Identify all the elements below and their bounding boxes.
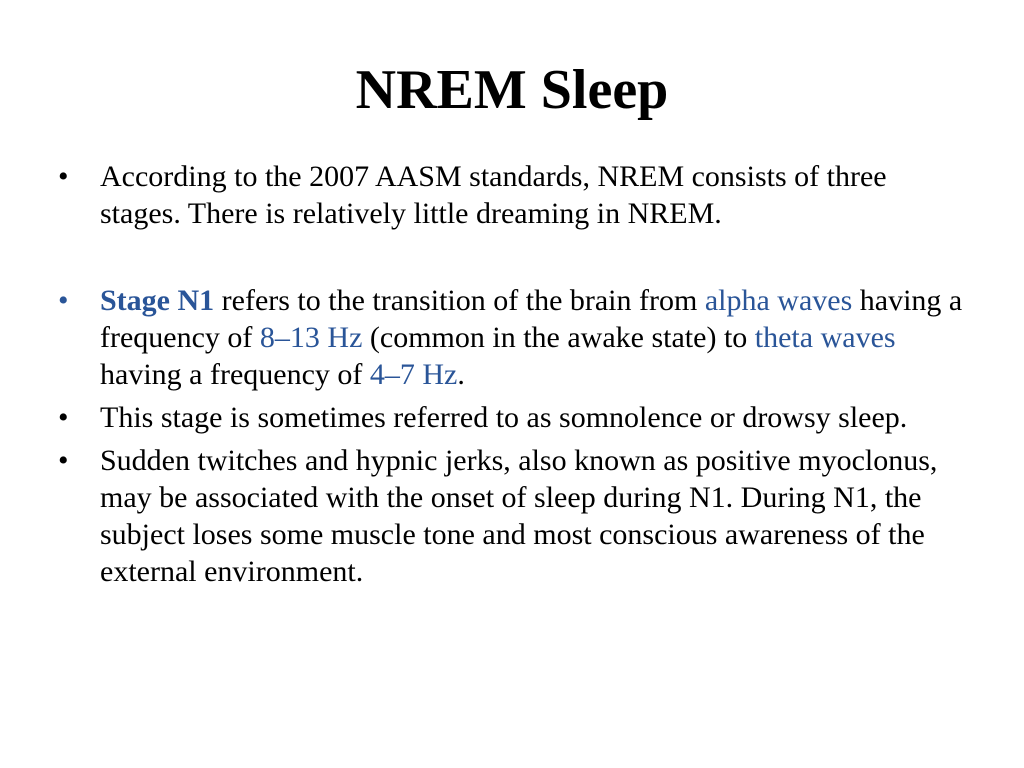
bullet-icon: • — [58, 444, 69, 477]
theta-waves-link[interactable]: theta waves — [754, 321, 896, 354]
bullet-text: having a frequency of — [100, 284, 963, 354]
alpha-waves-link[interactable]: alpha waves — [704, 284, 853, 317]
bullet-icon: • — [58, 160, 69, 193]
bullet-item-aasm — [58, 158, 970, 232]
slide-title: NREM Sleep — [355, 59, 669, 121]
stage-n1-label: Stage N1 — [100, 284, 215, 317]
bullet-text: This stage is sometimes referred to as somnolence or drowsy sleep. — [100, 401, 908, 434]
bullet-text: According to the 2007 AASM standards, NREM consists of three stages. There is relatively little dreaming in NREM. — [100, 160, 887, 230]
bullet-text: Sudden twitches and hypnic jerks, also known as positive myoclonus, may be associated with the onset of sleep during N1. During N1, the subject loses some muscle tone and most conscious awareness of the external environment. — [100, 444, 938, 588]
bullet-icon: • — [58, 401, 69, 434]
alpha-frequency-link[interactable]: 8–13 Hz — [259, 321, 363, 354]
bullet-text: having a frequency of — [100, 358, 370, 391]
bullet-text: refers to the transition of the brain from — [214, 284, 705, 317]
bullet-list — [58, 158, 970, 590]
bullet-text: (common in the awake state) to — [362, 321, 755, 354]
bullet-item-stage-n1 — [58, 282, 970, 393]
bullet-icon: • — [58, 284, 69, 317]
bullet-item-somnolence — [58, 399, 970, 436]
bullet-text: . — [457, 358, 465, 391]
theta-frequency-link[interactable]: 4–7 Hz — [369, 358, 458, 391]
bullet-item-hypnic-jerks — [58, 442, 970, 590]
